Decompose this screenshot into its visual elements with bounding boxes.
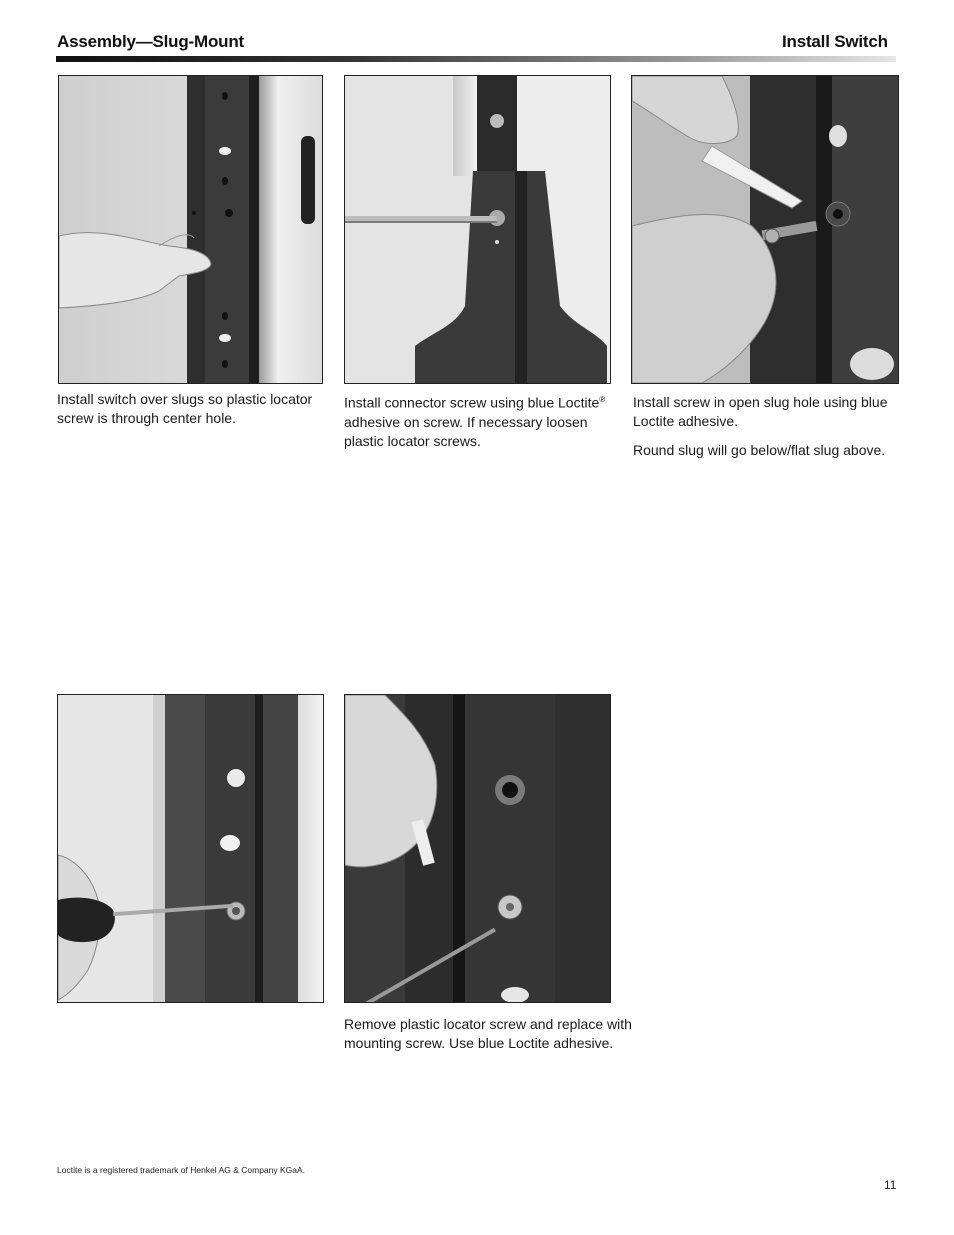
step-2-caption-part2: adhesive on screw. If necessary loosen plastic locator screws. <box>344 413 588 449</box>
step-3-photo <box>631 75 899 384</box>
page-number: 11 <box>884 1178 897 1192</box>
step-2-photo <box>344 75 611 384</box>
registered-mark: ® <box>599 395 606 404</box>
step-1-photo <box>58 75 323 384</box>
section-title: Assembly—Slug-Mount <box>57 32 244 51</box>
step-5-caption: Remove plastic locator screw and replace with mounting screw. Use blue Loctite adhesive. <box>344 1016 632 1051</box>
step-3-caption-p1: Install screw in open slug hole using blue Loctite adhesive. <box>633 394 888 429</box>
trademark-note: Loctite is a registered trademark of Henkel AG & Company KGaA. <box>57 1165 306 1175</box>
step-3-caption <box>633 393 898 470</box>
page-title: Install Switch <box>782 32 888 51</box>
header-rule <box>56 56 896 62</box>
step-2-caption <box>344 390 614 451</box>
step-5-photo <box>344 694 611 1003</box>
step-2-caption-part1: Install connector screw using blue Loctite <box>344 394 600 411</box>
step-3-caption-p2: Round slug will go below/flat slug above. <box>633 442 886 458</box>
step-4-photo <box>57 694 324 1003</box>
step-1-caption: Install switch over slugs so plastic locator screw is through center hole. <box>57 391 313 426</box>
